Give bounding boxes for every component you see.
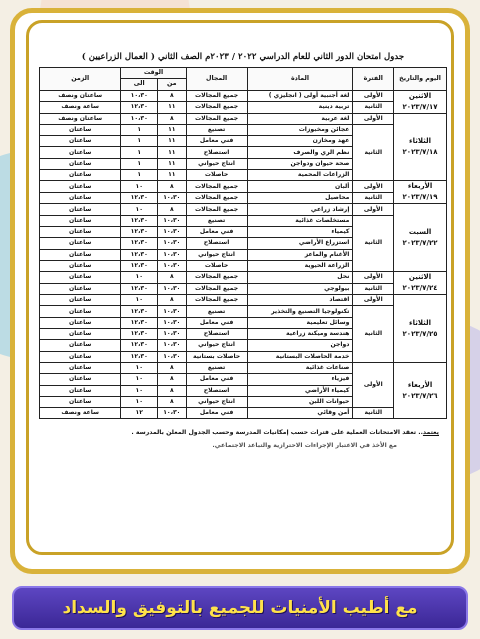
time-to-cell: ١٠ bbox=[121, 374, 158, 385]
field-cell: فني معامل bbox=[186, 136, 247, 147]
period-cell: الأولى bbox=[353, 113, 394, 124]
time-from-cell: ١٠،٣٠ bbox=[158, 192, 186, 204]
exam-schedule-document bbox=[39, 47, 447, 552]
time-to-cell: ١ bbox=[121, 124, 158, 135]
subject-cell: الزراعة الحيوية bbox=[247, 260, 353, 271]
table-row bbox=[40, 204, 447, 215]
time-from-cell: ٨ bbox=[158, 272, 186, 284]
duration-cell: ساعتان bbox=[40, 226, 121, 237]
field-cell: انتاج حيواني bbox=[186, 158, 247, 169]
field-cell: جميع المجالات bbox=[186, 102, 247, 114]
time-to-cell: ١٠ bbox=[121, 396, 158, 407]
time-to-cell: ١٢،٣٠ bbox=[121, 249, 158, 260]
time-to-cell: ١٢،٣٠ bbox=[121, 192, 158, 204]
time-to-cell: ١٢،٣٠ bbox=[121, 317, 158, 328]
period-cell: الثانية bbox=[353, 306, 394, 362]
header-period: الفترة bbox=[353, 68, 394, 91]
field-cell: جميع المجالات bbox=[186, 192, 247, 204]
duration-cell: ساعتان bbox=[40, 272, 121, 284]
period-cell: الثانية bbox=[353, 215, 394, 271]
subject-cell: لغة أجنبية أولى ( انجليزي ) bbox=[247, 90, 353, 102]
duration-cell: ساعتان bbox=[40, 385, 121, 396]
field-cell: تصنيع bbox=[186, 306, 247, 317]
day-date-cell: الاثنين ٢٠٢٣/٧/٢٤ bbox=[394, 272, 447, 295]
time-from-cell: ١٠،٣٠ bbox=[158, 283, 186, 295]
subject-cell: مستخلصات غذائية bbox=[247, 215, 353, 226]
duration-cell: ساعتان ونصف bbox=[40, 113, 121, 124]
subject-cell: الأغنام والماعز bbox=[247, 249, 353, 260]
subject-cell: صحة حيوان ودواجن bbox=[247, 158, 353, 169]
subject-cell: كيمياء الأراضي bbox=[247, 385, 353, 396]
time-from-cell: ١٠،٣٠ bbox=[158, 249, 186, 260]
time-to-cell: ١٠ bbox=[121, 362, 158, 373]
time-from-cell: ٨ bbox=[158, 295, 186, 306]
time-from-cell: ١٠،٣٠ bbox=[158, 408, 186, 419]
header-field: المجال bbox=[186, 68, 247, 91]
table-row bbox=[40, 113, 447, 124]
period-cell: الأولى bbox=[353, 295, 394, 306]
table-row bbox=[40, 408, 447, 419]
time-from-cell: ٨ bbox=[158, 396, 186, 407]
header-to: الى bbox=[121, 79, 158, 90]
footer-note-secondary: مع الأخذ في الاعتبار الإجراءات الاحترازية والتباعد الاجتماعي. bbox=[212, 442, 397, 450]
field-cell: تصنيع bbox=[186, 215, 247, 226]
period-cell: الثانية bbox=[353, 192, 394, 204]
time-from-cell: ٨ bbox=[158, 362, 186, 373]
footer-note: يعتمد.. تعقد الامتحانات العملية على فترات حسب إمكانيات المدرسة وحسب الجدول المعلن بالمدرسة . bbox=[131, 429, 439, 437]
header-row bbox=[40, 68, 447, 79]
table-row bbox=[40, 102, 447, 114]
subject-cell: تربية دينية bbox=[247, 102, 353, 114]
day-date-cell: الاثنين ٢٠٢٣/٧/١٧ bbox=[394, 90, 447, 113]
field-cell: استصلاح bbox=[186, 329, 247, 340]
field-cell: استصلاح bbox=[186, 385, 247, 396]
duration-cell: ساعتان bbox=[40, 317, 121, 328]
wishes-banner: مع أطيب الأمنيات للجميع بالتوفيق والسداد bbox=[12, 586, 468, 630]
table-row bbox=[40, 215, 447, 226]
time-to-cell: ١ bbox=[121, 158, 158, 169]
table-row bbox=[40, 306, 447, 317]
header-duration: الزمن bbox=[40, 68, 121, 91]
duration-cell: ساعتان bbox=[40, 158, 121, 169]
subject-cell: أمن وقائي bbox=[247, 408, 353, 419]
time-to-cell: ١٢،٣٠ bbox=[121, 238, 158, 249]
field-cell: جميع المجالات bbox=[186, 90, 247, 102]
period-cell: الثانية bbox=[353, 124, 394, 180]
period-cell: الثانية bbox=[353, 283, 394, 295]
duration-cell: ساعتان bbox=[40, 181, 121, 193]
day-date-cell: الأربعاء ٢٠٢٣/٧/٢٦ bbox=[394, 362, 447, 418]
time-to-cell: ١٢،٣٠ bbox=[121, 329, 158, 340]
field-cell: جميع المجالات bbox=[186, 272, 247, 284]
field-cell: استصلاح bbox=[186, 238, 247, 249]
field-cell: فني معامل bbox=[186, 226, 247, 237]
period-cell: الأولى bbox=[353, 204, 394, 215]
period-cell: الثانية bbox=[353, 408, 394, 419]
field-cell: جميع المجالات bbox=[186, 181, 247, 193]
duration-cell: ساعتان bbox=[40, 192, 121, 204]
field-cell: انتاج حيواني bbox=[186, 340, 247, 351]
time-to-cell: ١٢،٣٠ bbox=[121, 340, 158, 351]
table-row bbox=[40, 283, 447, 295]
table-row bbox=[40, 90, 447, 102]
field-cell: تصنيع bbox=[186, 124, 247, 135]
schedule-body bbox=[40, 90, 447, 419]
time-from-cell: ١١ bbox=[158, 170, 186, 181]
subject-cell: اقتصاد bbox=[247, 295, 353, 306]
period-cell: الأولى bbox=[353, 90, 394, 102]
subject-cell: عجائن ومخبوزات bbox=[247, 124, 353, 135]
duration-cell: ساعتان bbox=[40, 204, 121, 215]
time-from-cell: ٨ bbox=[158, 374, 186, 385]
time-from-cell: ٨ bbox=[158, 385, 186, 396]
time-from-cell: ١٠،٣٠ bbox=[158, 306, 186, 317]
time-to-cell: ١٠ bbox=[121, 272, 158, 284]
subject-cell: ألبان bbox=[247, 181, 353, 193]
time-to-cell: ١٠ bbox=[121, 385, 158, 396]
duration-cell: ساعتان bbox=[40, 351, 121, 362]
subject-cell: استزراع الأراضي bbox=[247, 238, 353, 249]
subject-cell: محاصيل bbox=[247, 192, 353, 204]
table-row bbox=[40, 181, 447, 193]
subject-cell: عهد ومخازن bbox=[247, 136, 353, 147]
time-from-cell: ١١ bbox=[158, 136, 186, 147]
time-from-cell: ٨ bbox=[158, 90, 186, 102]
table-row bbox=[40, 295, 447, 306]
time-to-cell: ١٢،٣٠ bbox=[121, 260, 158, 271]
time-to-cell: ١٢،٣٠ bbox=[121, 283, 158, 295]
field-cell: جميع المجالات bbox=[186, 113, 247, 124]
field-cell: حاصلات بستانية bbox=[186, 351, 247, 362]
field-cell: تصنيع bbox=[186, 362, 247, 373]
subject-cell: فيزياء bbox=[247, 374, 353, 385]
time-from-cell: ١١ bbox=[158, 102, 186, 114]
time-from-cell: ١١ bbox=[158, 147, 186, 158]
duration-cell: ساعتان bbox=[40, 147, 121, 158]
duration-cell: ساعتان bbox=[40, 170, 121, 181]
subject-cell: تكنولوجيا التصنيع والتخذير bbox=[247, 306, 353, 317]
time-from-cell: ١٠،٣٠ bbox=[158, 317, 186, 328]
time-from-cell: ١٠،٣٠ bbox=[158, 215, 186, 226]
table-row bbox=[40, 124, 447, 135]
day-date-cell: الثلاثاء ٢٠٢٣/٧/٢٥ bbox=[394, 295, 447, 363]
subject-cell: حيوانات اللبن bbox=[247, 396, 353, 407]
time-to-cell: ١٢ bbox=[121, 408, 158, 419]
table-row bbox=[40, 272, 447, 284]
time-to-cell: ١٢،٣٠ bbox=[121, 306, 158, 317]
time-to-cell: ١ bbox=[121, 136, 158, 147]
duration-cell: ساعتان bbox=[40, 340, 121, 351]
field-cell: حاصلات bbox=[186, 260, 247, 271]
subject-cell: صناعات غذائية bbox=[247, 362, 353, 373]
subject-cell: لغة عربية bbox=[247, 113, 353, 124]
time-to-cell: ١٠ bbox=[121, 204, 158, 215]
table-row bbox=[40, 362, 447, 373]
day-date-cell: الأربعاء ٢٠٢٣/٧/١٩ bbox=[394, 181, 447, 204]
time-to-cell: ١٠،٣٠ bbox=[121, 113, 158, 124]
time-to-cell: ١٠ bbox=[121, 181, 158, 193]
duration-cell: ساعتان bbox=[40, 283, 121, 295]
field-cell: جميع المجالات bbox=[186, 295, 247, 306]
duration-cell: ساعتان bbox=[40, 238, 121, 249]
footer-note-text: تعقد الامتحانات العملية على فترات حسب إمكانيات المدرسة وحسب الجدول المعلن بالمدرسة . bbox=[131, 429, 417, 437]
time-from-cell: ١٠،٣٠ bbox=[158, 226, 186, 237]
time-from-cell: ٨ bbox=[158, 204, 186, 215]
period-cell: الأولى bbox=[353, 362, 394, 407]
subject-cell: خدمة الحاصلات البستانية bbox=[247, 351, 353, 362]
duration-cell: ساعتان bbox=[40, 374, 121, 385]
field-cell: انتاج حيواني bbox=[186, 249, 247, 260]
time-to-cell: ١ bbox=[121, 147, 158, 158]
duration-cell: ساعة ونصف bbox=[40, 408, 121, 419]
subject-cell: إرشاد زراعي bbox=[247, 204, 353, 215]
field-cell: فني معامل bbox=[186, 317, 247, 328]
day-date-cell: السبت ٢٠٢٣/٧/٢٢ bbox=[394, 204, 447, 272]
field-cell: استصلاح bbox=[186, 147, 247, 158]
field-cell: انتاج حيواني bbox=[186, 396, 247, 407]
time-to-cell: ١٢،٣٠ bbox=[121, 215, 158, 226]
day-date-cell: الثلاثاء ٢٠٢٣/٧/١٨ bbox=[394, 113, 447, 181]
period-cell: الثانية bbox=[353, 102, 394, 114]
subject-cell: الزراعات المحمية bbox=[247, 170, 353, 181]
duration-cell: ساعتان bbox=[40, 362, 121, 373]
time-from-cell: ٨ bbox=[158, 113, 186, 124]
time-from-cell: ١٠،٣٠ bbox=[158, 329, 186, 340]
duration-cell: ساعتان bbox=[40, 249, 121, 260]
header-from: من bbox=[158, 79, 186, 90]
field-cell: فني معامل bbox=[186, 374, 247, 385]
time-from-cell: ١٠،٣٠ bbox=[158, 260, 186, 271]
document-card bbox=[26, 20, 454, 555]
field-cell: جميع المجالات bbox=[186, 204, 247, 215]
duration-cell: ساعتان bbox=[40, 124, 121, 135]
time-to-cell: ١٢،٣٠ bbox=[121, 102, 158, 114]
time-from-cell: ٨ bbox=[158, 181, 186, 193]
period-cell: الأولى bbox=[353, 272, 394, 284]
subject-cell: كيمياء bbox=[247, 226, 353, 237]
duration-cell: ساعتان bbox=[40, 329, 121, 340]
document-title: جدول امتحان الدور الثاني للعام الدراسي ٢٠٢٢ / ٢٠٢٣م الصف الثاني ( العمال الزراعيين ) bbox=[81, 52, 405, 62]
field-cell: حاصلات bbox=[186, 170, 247, 181]
subject-cell: نظم الري والصرف bbox=[247, 147, 353, 158]
time-from-cell: ١٠،٣٠ bbox=[158, 238, 186, 249]
time-from-cell: ١١ bbox=[158, 124, 186, 135]
header-subject: المادة bbox=[247, 68, 353, 91]
time-to-cell: ١٢،٣٠ bbox=[121, 226, 158, 237]
time-from-cell: ١٠،٣٠ bbox=[158, 351, 186, 362]
duration-cell: ساعتان bbox=[40, 396, 121, 407]
time-from-cell: ١٠،٣٠ bbox=[158, 340, 186, 351]
duration-cell: ساعتان ونصف bbox=[40, 90, 121, 102]
subject-cell: دواجن bbox=[247, 340, 353, 351]
field-cell: فني معامل bbox=[186, 408, 247, 419]
subject-cell: هندسة وميكنة زراعية bbox=[247, 329, 353, 340]
time-to-cell: ١٢،٣٠ bbox=[121, 351, 158, 362]
time-to-cell: ١ bbox=[121, 170, 158, 181]
duration-cell: ساعتان bbox=[40, 215, 121, 226]
field-cell: جميع المجالات bbox=[186, 283, 247, 295]
period-cell: الأولى bbox=[353, 181, 394, 193]
time-from-cell: ١١ bbox=[158, 158, 186, 169]
duration-cell: ساعتان bbox=[40, 136, 121, 147]
duration-cell: ساعة ونصف bbox=[40, 102, 121, 114]
duration-cell: ساعتان bbox=[40, 306, 121, 317]
duration-cell: ساعتان bbox=[40, 260, 121, 271]
time-to-cell: ١٠ bbox=[121, 295, 158, 306]
footer-note-label: يعتمد bbox=[422, 429, 439, 437]
table-row bbox=[40, 192, 447, 204]
subject-cell: بيولوجي bbox=[247, 283, 353, 295]
time-to-cell: ١٠،٣٠ bbox=[121, 90, 158, 102]
header-day: اليوم والتاريخ bbox=[394, 68, 447, 91]
header-time: الوقت bbox=[121, 68, 186, 79]
subject-cell: وسائل تعليمية bbox=[247, 317, 353, 328]
subject-cell: نحل bbox=[247, 272, 353, 284]
duration-cell: ساعتان bbox=[40, 295, 121, 306]
exam-schedule-table bbox=[39, 67, 447, 419]
